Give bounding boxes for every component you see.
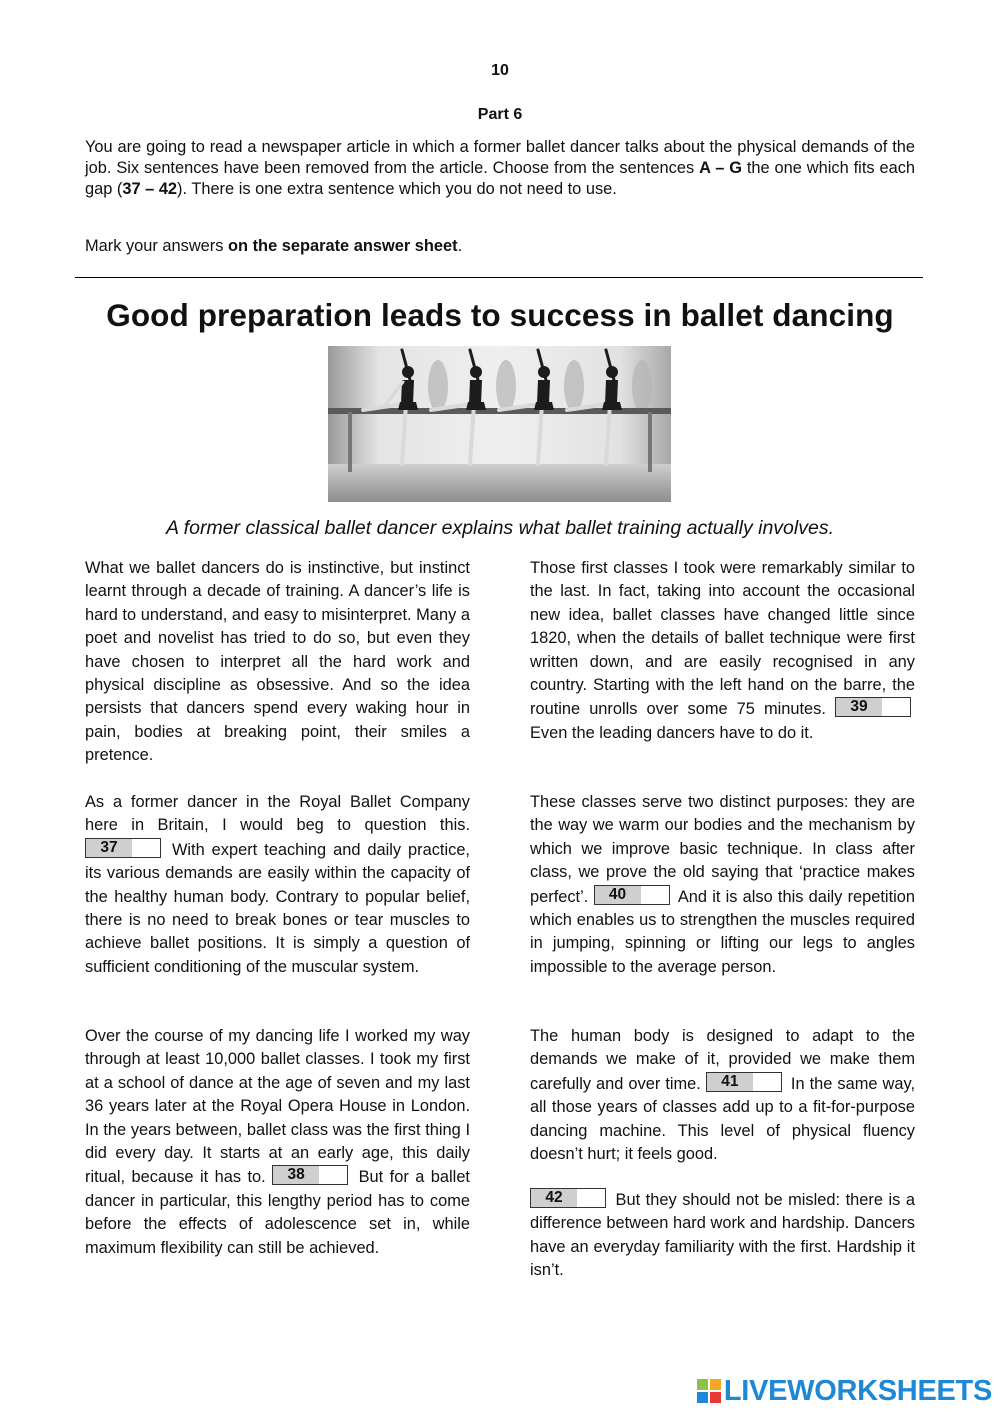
liveworksheets-logo (696, 1374, 992, 1408)
right-p3-start: The human body is designed to adapt to the demands we make of it, provided we make them carefully and over time. (530, 1027, 915, 1093)
right-p2-start: These classes serve two distinct purposes: they are the way we warm our bodies and the mechanism by which we improve basic technique. In class after class, we prove the old saying that ‘practice makes perfect’. (530, 793, 915, 906)
right-paragraph-1 (530, 557, 915, 745)
right-paragraph-3 (530, 1025, 915, 1166)
answer-sheet-note (85, 236, 915, 257)
gap-40-box[interactable] (594, 885, 670, 905)
gap-39-number: 39 (836, 698, 882, 716)
divider (75, 277, 923, 278)
instructions-letters: A – G (699, 159, 742, 177)
left-p3-end: But for a ballet dancer in particular, this lengthy period has to come before the effects of adolescence set in, while maximum flexibility can still be achieved. (85, 1168, 470, 1257)
right-p2-end: And it is also this daily repetition which enables us to strengthen the muscles required in jumping, spinning or lifting our legs to angles impossible to the average person. (530, 887, 915, 976)
liveworksheets-logo-icon (696, 1378, 722, 1404)
gap-42-box[interactable] (530, 1188, 606, 1208)
answer-note-bold: on the separate answer sheet (228, 237, 458, 255)
gap-38-box[interactable] (272, 1165, 348, 1185)
instructions (85, 137, 915, 200)
gap-39-box[interactable] (835, 697, 911, 717)
ballet-dancers-photo (328, 346, 671, 502)
gap-38-number: 38 (273, 1166, 319, 1184)
left-paragraph-1: What we ballet dancers do is instinctive, but instinct learnt through a decade of training. A dancer’s life is hard to understand, and easy to misinterpret. Many a poet and novelist has tried to do so, but even they have chosen to interpret all the hard work and physical discipline as obsessive. And so the idea persists that dancers spend every waking hour in pain, bodies at breaking point, their smiles a pretence. (85, 559, 470, 765)
page-number: 10 (491, 62, 509, 79)
part-title: Part 6 (477, 106, 523, 123)
left-p2-end: With expert teaching and daily practice, its various demands are easily within the capacity of the healthy human body. Contrary to popular belief, there is no need to break bones or tear muscles to achieve ballet positions. It is simply a question of sufficient conditioning of the muscular system. (85, 840, 470, 976)
gap-42-number: 42 (531, 1189, 577, 1207)
article-headline: Good preparation leads to success in ballet dancing (106, 297, 894, 333)
right-paragraph-4 (530, 1188, 915, 1283)
liveworksheets-logo-text: LIVEWORKSHEETS (723, 1374, 992, 1407)
gap-41-number: 41 (707, 1073, 753, 1091)
instructions-text-3: ). There is one extra sentence which you do not need to use. (177, 180, 617, 198)
right-p4-end: But they should not be misled: there is a difference between hard work and hardship. Dancers have an everyday familiarity with the first. Hardship it isn’t. (530, 1191, 915, 1280)
instructions-range: 37 – 42 (122, 180, 178, 198)
instructions-text: You are going to read a newspaper article in which a former ballet dancer talks about the physical demands of the job. Six sentences have been removed from the article. Choose from the sentences (85, 138, 915, 177)
right-p1-start: Those first classes I took were remarkably similar to the last. In fact, taking into account the occasional new idea, ballet classes have changed little since 1820, when the details of ballet technique were first written down, and are easily recognised in any country. Starting with the left hand on the barre, the routine unrolls over some 75 minutes. (530, 559, 915, 719)
gap-40-number: 40 (595, 886, 641, 904)
right-paragraph-2 (530, 791, 915, 979)
gap-37-box[interactable] (85, 838, 161, 858)
left-paragraph-3 (85, 1025, 470, 1260)
article-subtitle: A former classical ballet dancer explains what ballet training actually involves. (165, 517, 835, 539)
right-p1-end: Even the leading dancers have to do it. (530, 723, 814, 742)
answer-note-prefix: Mark your answers (85, 237, 229, 255)
left-p2-start: As a former dancer in the Royal Ballet Company here in Britain, I would beg to question this. (85, 793, 470, 835)
gap-37-number: 37 (86, 839, 132, 857)
instructions-text-2: the one which fits each gap ( (85, 159, 916, 198)
left-paragraph-2 (85, 791, 470, 979)
answer-note-suffix: . (457, 237, 463, 255)
right-p3-end: In the same way, all those years of classes add up to a fit-for-purpose dancing machine. This level of physical fluency doesn’t hurt; it feels good. (530, 1074, 915, 1164)
left-p3-start: Over the course of my dancing life I worked my way through at least 10,000 ballet classes. I took my first at a school of dance at the age of seven and my last 36 years later at the Royal Opera House in London. In the years between, ballet class was the first thing I did every day. It starts at an early age, this daily ritual, because it has to. (85, 1027, 470, 1187)
gap-41-box[interactable] (706, 1072, 782, 1092)
